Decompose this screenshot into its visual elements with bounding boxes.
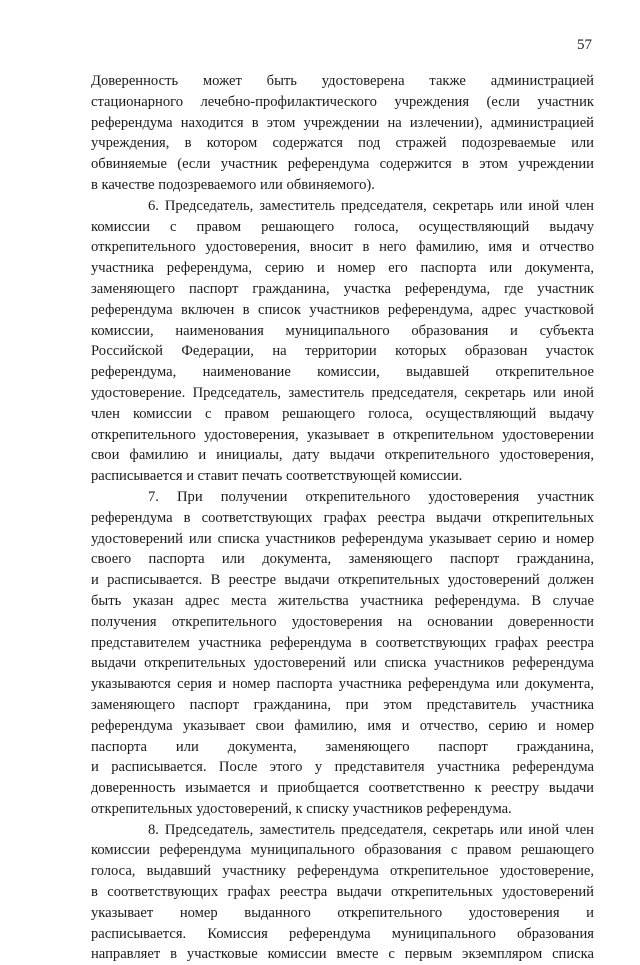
text-line: быть указан адрес места жительства участника референдума. В случае bbox=[91, 592, 594, 609]
text-line: заменяющего паспорт гражданина, при этом представитель участника bbox=[91, 696, 594, 713]
text-line: 7. При получении открепительного удостоверения участник bbox=[148, 488, 594, 505]
paragraph-item-6 bbox=[91, 196, 594, 487]
text-line: член комиссии с правом решающего голоса, осуществляющий выдачу bbox=[91, 405, 594, 422]
body-text bbox=[91, 71, 594, 965]
page-number: 57 bbox=[577, 37, 592, 53]
text-line: выдачи открепительных удостоверений или списка участников референдума bbox=[91, 655, 594, 672]
text-line: свои фамилию и инициалы, дату выдачи открепительного удостоверения, bbox=[91, 447, 594, 464]
text-line: в соответствующих графах реестра выдачи открепительных удостоверений bbox=[91, 884, 594, 901]
text-line: открепительных удостоверений, к списку участников референдума. bbox=[91, 800, 512, 817]
text-line: стационарного лечебно-профилактического учреждения (если участник bbox=[91, 93, 594, 110]
text-line: референдума включен в список участников референдума, адрес участковой bbox=[91, 301, 594, 318]
text-line: Российской Федерации, на территории которых образован участок bbox=[91, 343, 594, 360]
text-line: и расписывается. После этого у представителя участника референдума bbox=[91, 759, 594, 776]
text-line: указываются серия и номер паспорта участника референдума или документа, bbox=[91, 676, 594, 693]
text-line: референдума указывает свои фамилию, имя и отчество, серию и номер bbox=[91, 717, 594, 734]
text-line: направляет в участковые комиссии вместе с первым экземпляром списка bbox=[91, 946, 594, 963]
text-line: паспорта или документа, заменяющего паспорт гражданина, bbox=[91, 738, 594, 755]
text-line: референдума в соответствующих графах реестра выдачи открепительных bbox=[91, 509, 594, 526]
text-line: комиссии референдума муниципального образования с правом решающего bbox=[91, 842, 594, 859]
text-line: голоса, выдавший участнику референдума открепительное удостоверение, bbox=[91, 863, 594, 880]
text-line: своего паспорта или документа, заменяющего паспорт гражданина, bbox=[91, 551, 594, 568]
text-line: удостоверение. Председатель, заместитель председателя, секретарь или иной bbox=[91, 384, 594, 401]
text-line: комиссии с правом решающего голоса, осуществляющий выдачу bbox=[91, 218, 594, 235]
paragraph-item-7 bbox=[91, 487, 594, 820]
text-line: указывает номер выданного открепительного удостоверения и bbox=[91, 904, 594, 921]
text-line: и расписывается. В реестре выдачи открепительных удостоверений должен bbox=[91, 572, 594, 589]
text-line: учреждения, в котором содержатся под стражей подозреваемые или bbox=[91, 135, 594, 152]
paragraph-continuation bbox=[91, 71, 594, 196]
paragraph-item-8 bbox=[91, 820, 594, 965]
text-line: референдума, наименование комиссии, выдавшей открепительное bbox=[91, 364, 594, 381]
text-line: открепительного удостоверения, указывает в открепительном удостоверении bbox=[91, 426, 594, 443]
text-line: 6. Председатель, заместитель председателя, секретарь или иной член bbox=[148, 197, 594, 214]
text-line: расписывается и ставит печать соответствующей комиссии. bbox=[91, 468, 463, 485]
text-line: расписывается. Комиссия референдума муниципального образования bbox=[91, 925, 594, 942]
text-line: открепительного удостоверения, вносит в него фамилию, имя и отчество bbox=[91, 239, 594, 256]
text-line: в качестве подозреваемого или обвиняемого). bbox=[91, 176, 375, 193]
text-line: заменяющего паспорт гражданина, участка референдума, где участник bbox=[91, 280, 594, 297]
text-line: референдума находится в этом учреждении на излечении), администрацией bbox=[91, 114, 594, 131]
text-line: 8. Председатель, заместитель председателя, секретарь или иной член bbox=[148, 821, 594, 838]
text-line: комиссии, наименования муниципального образования и субъекта bbox=[91, 322, 594, 339]
text-line: доверенность изымается и приобщается соответственно к реестру выдачи bbox=[91, 780, 594, 797]
text-line: получения открепительного удостоверения на основании доверенности bbox=[91, 613, 594, 630]
text-line: обвиняемые (если участник референдума содержится в этом учреждении bbox=[91, 156, 594, 173]
text-line: участника референдума, серию и номер его паспорта или документа, bbox=[91, 260, 594, 277]
text-line: Доверенность может быть удостоверена также администрацией bbox=[91, 73, 594, 89]
text-line: удостоверений или списка участников референдума указывает серию и номер bbox=[91, 530, 594, 547]
text-line: представителем участника референдума в соответствующих графах реестра bbox=[91, 634, 594, 651]
